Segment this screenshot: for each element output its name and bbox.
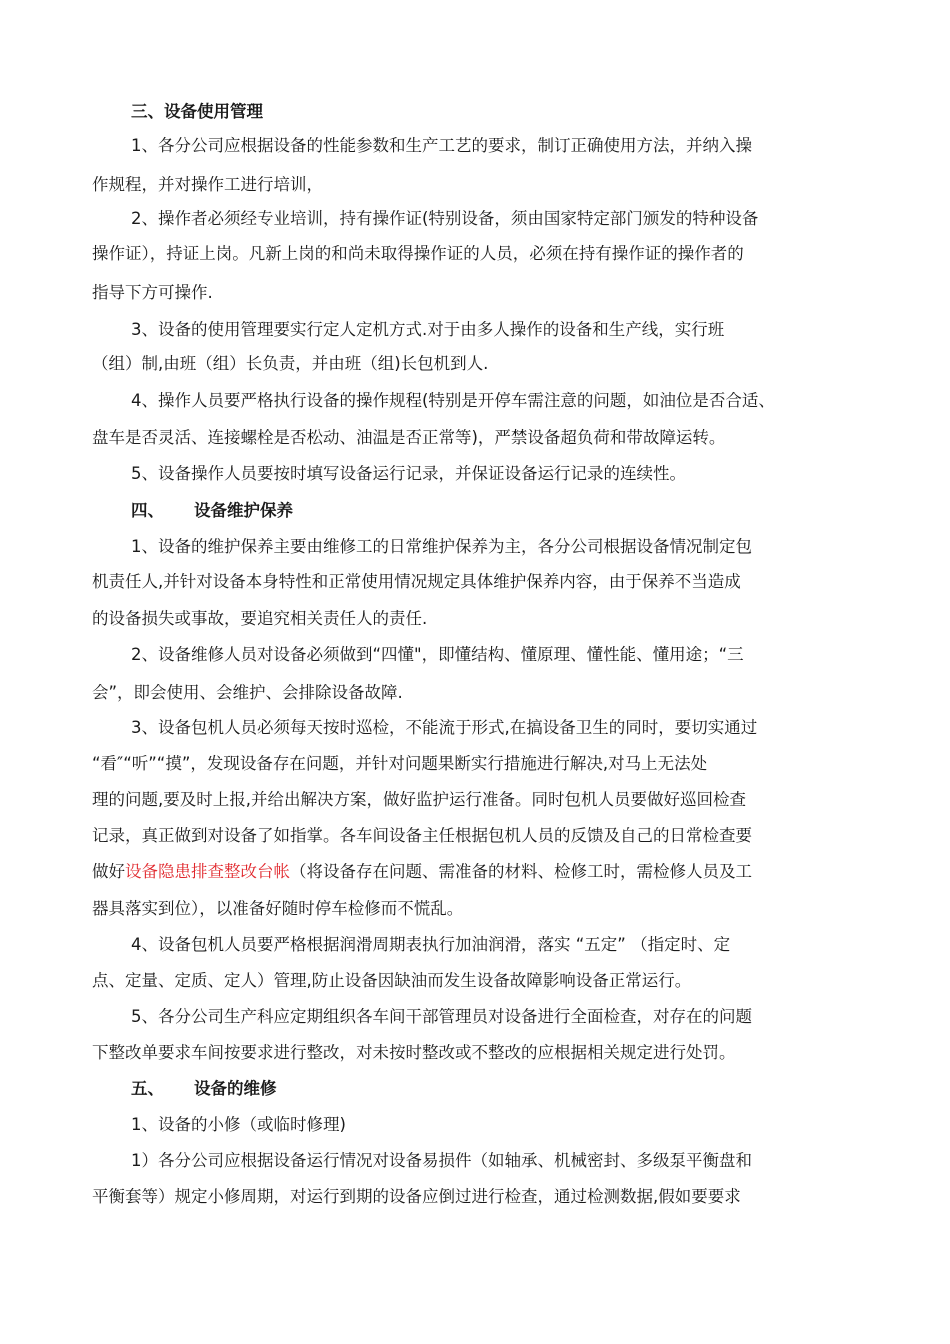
section-4-title: 设备维护保养 (194, 501, 293, 520)
s3-p4-line2: 盘车是否灵活、连接螺栓是否松动、油温是否正常等)，严禁设备超负荷和带故障运转。 (92, 428, 726, 447)
section-4-heading (131, 500, 293, 522)
s5-p1-line2: 平衡套等）规定小修周期，对运行到期的设备应倒过进行检查，通过检测数据,假如要要求 (92, 1187, 741, 1206)
s4-p3-line3: 理的问题,要及时上报,并给出解决方案，做好监护运行准备。同时包机人员要做好巡回检查 (92, 790, 746, 809)
s4-p2-line2: 会”，即会使用、会维护、会排除设备故障. (92, 683, 403, 702)
s4-p3-line5-pre: 做好 (92, 862, 125, 881)
s5-subheading-1: 1、设备的小修（或临时修理) (131, 1115, 346, 1134)
s3-p2-line3: 指导下方可操作. (92, 283, 213, 302)
s3-p5-line1: 5、设备操作人员要按时填写设备运行记录，并保证设备运行记录的连续性。 (131, 464, 686, 483)
s5-p1-line1: 1）各分公司应根据设备运行情况对设备易损件（如轴承、机械密封、多级泵平衡盘和 (131, 1151, 752, 1170)
s3-p3-line2: （组）制,由班（组）长负责，并由班（组)长包机到人. (92, 354, 489, 373)
s3-p2-line2: 操作证），持证上岗。凡新上岗的和尚未取得操作证的人员，必须在持有操作证的操作者的 (92, 244, 744, 263)
s4-p3-line2: “看″“听”“摸”，发现设备存在问题，并针对问题果断实行措施进行解决,对马上无法处 (92, 754, 708, 773)
s4-p3-line5 (92, 861, 752, 883)
s4-p1-line1: 1、设备的维护保养主要由维修工的日常维护保养为主，各分公司根据设备情况制定包 (131, 537, 752, 556)
s3-p1-line1: 1、各分公司应根据设备的性能参数和生产工艺的要求，制订正确使用方法，并纳入操 (131, 136, 752, 155)
s4-p4-line1: 4、设备包机人员要严格根据润滑周期表执行加油润滑，落实 “五定” （指定时、定 (131, 935, 731, 954)
s3-p1-line2: 作规程，并对操作工进行培训， (92, 175, 323, 194)
s4-p2-line1: 2、设备维修人员对设备必须做到“四懂"，即懂结构、懂原理、懂性能、懂用途；“三 (131, 645, 744, 664)
s4-p1-line2: 机责任人,并针对设备本身特性和正常使用情况规定具体维护保养内容，由于保养不当造成 (92, 572, 741, 591)
s3-p3-line1: 3、设备的使用管理要实行定人定机方式.对于由多人操作的设备和生产线，实行班 (131, 320, 725, 339)
s4-p3-line4: 记录，真正做到对设备了如指掌。各车间设备主任根据包机人员的反馈及自己的日常检查要 (92, 826, 752, 845)
s4-p5-line2: 下整改单要求车间按要求进行整改，对未按时整改或不整改的应根据相关规定进行处罚。 (92, 1043, 736, 1062)
s4-p1-line3: 的设备损失或事故，要追究相关责任人的责任. (92, 609, 428, 628)
highlighted-term: 设备隐患排查整改台帐 (125, 862, 290, 881)
s4-p5-line1: 5、各分公司生产科应定期组织各车间干部管理员对设备进行全面检查，对存在的问题 (131, 1007, 752, 1026)
s4-p3-line5-post: （将设备存在问题、需准备的材料、检修工时，需检修人员及工 (290, 862, 752, 881)
s3-p2-line1: 2、操作者必须经专业培训，持有操作证(特别设备，须由国家特定部门颁发的特种设备 (131, 209, 759, 228)
section-5-heading (131, 1078, 277, 1100)
s4-p3-line1: 3、设备包机人员必须每天按时巡检，不能流于形式,在搞设备卫生的同时，要切实通过 (131, 718, 758, 737)
section-5-title: 设备的维修 (194, 1079, 277, 1098)
s3-p4-line1: 4、操作人员要严格执行设备的操作规程(特别是开停车需注意的问题，如油位是否合适、 (131, 391, 775, 410)
s4-p4-line2: 点、定量、定质、定人）管理,防止设备因缺油而发生设备故障影响设备正常运行。 (92, 971, 692, 990)
s4-p3-line6: 器具落实到位），以准备好随时停车检修而不慌乱。 (92, 899, 464, 918)
section-3-heading: 三、设备使用管理 (131, 102, 263, 121)
section-5-number: 五、 (131, 1079, 164, 1098)
section-4-number: 四、 (131, 501, 164, 520)
